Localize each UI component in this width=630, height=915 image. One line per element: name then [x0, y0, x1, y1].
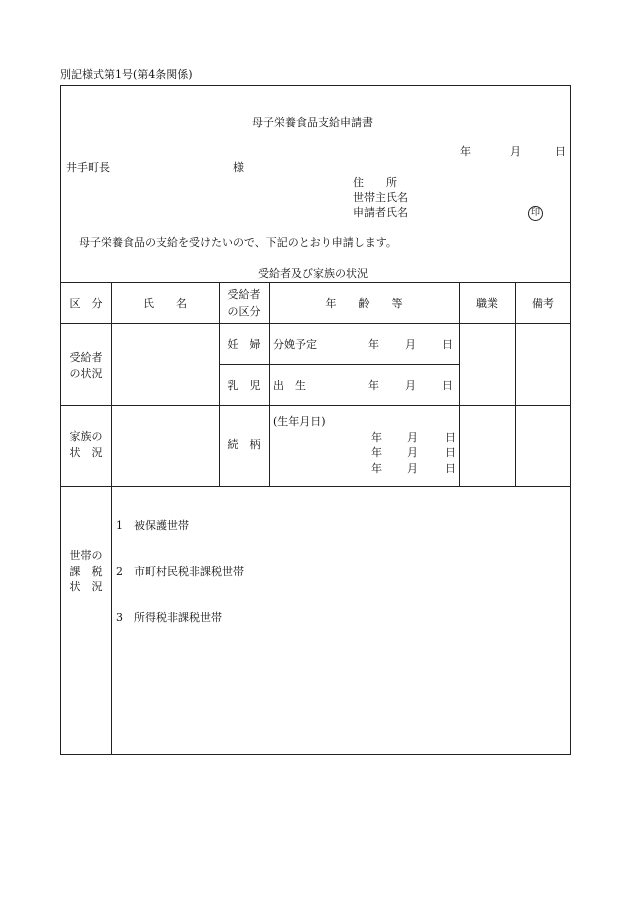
- date-month: 月: [510, 145, 521, 158]
- due-month: 月: [405, 338, 416, 351]
- address-label: 住 所: [353, 176, 397, 189]
- seal-mark: 印: [528, 206, 543, 221]
- family-label-1: 家族の: [69, 430, 103, 443]
- pregnant-label: 妊 婦: [227, 338, 261, 351]
- applicant-name-label: 申請者氏名: [353, 206, 408, 219]
- header-occupation: 職業: [476, 297, 498, 310]
- family-month-1: 月: [407, 431, 418, 444]
- header-remarks: 備考: [532, 297, 554, 310]
- header-age: 年 齢 等: [325, 297, 403, 310]
- birthdate-label: (生年月日): [273, 415, 326, 428]
- addressee-honorific: 様: [233, 161, 244, 174]
- tax-status-label-2: 課 税: [69, 565, 103, 578]
- recipient-bottom-rule: [61, 405, 571, 406]
- application-statement: 母子栄養食品の支給を受けたいので、下記のとおり申請します。: [79, 236, 397, 249]
- tax-status-label-3: 状 況: [69, 580, 103, 593]
- table-top-rule: [61, 282, 571, 283]
- header-category: 区 分: [69, 297, 103, 310]
- birth-label: 出 生: [273, 379, 306, 392]
- family-year-3: 年: [371, 462, 382, 475]
- due-year: 年: [368, 338, 379, 351]
- birth-month: 月: [405, 379, 416, 392]
- date-year: 年: [460, 145, 471, 158]
- due-day: 日: [442, 338, 453, 351]
- family-label-2: 状 況: [69, 446, 103, 459]
- infant-label: 乳 児: [227, 379, 261, 392]
- recipient-label-1: 受給者: [69, 351, 103, 364]
- family-bottom-rule: [61, 486, 571, 487]
- form-title: 母子栄養食品支給申請書: [252, 116, 373, 129]
- household-head-label: 世帯主氏名: [353, 191, 408, 204]
- date-day: 日: [555, 145, 566, 158]
- col-rule-4: [459, 282, 460, 486]
- tax-option-2: 2 市町村民税非課税世帯: [116, 565, 244, 578]
- header-name: 氏 名: [143, 297, 187, 310]
- section-title: 受給者及び家族の状況: [258, 267, 368, 280]
- tax-option-1: 1 被保護世帯: [116, 519, 189, 532]
- header-bottom-rule: [61, 323, 571, 324]
- application-form: [60, 85, 571, 755]
- tax-status-label-1: 世帯の: [69, 549, 103, 562]
- col-rule-1: [111, 282, 112, 755]
- col-rule-5: [515, 282, 516, 486]
- family-year-1: 年: [371, 431, 382, 444]
- family-month-2: 月: [407, 446, 418, 459]
- addressee-name: 井手町長: [66, 161, 110, 174]
- family-day-2: 日: [445, 446, 456, 459]
- tax-option-3: 3 所得税非課税世帯: [116, 611, 222, 624]
- header-recipient-type-2: の区分: [227, 305, 261, 318]
- family-month-3: 月: [407, 462, 418, 475]
- birth-year: 年: [368, 379, 379, 392]
- family-day-1: 日: [445, 431, 456, 444]
- form-number: 別記様式第1号(第4条関係): [60, 68, 193, 81]
- header-recipient-type-1: 受給者: [227, 288, 261, 301]
- recipient-split-rule: [219, 364, 459, 365]
- due-date-label: 分娩予定: [273, 338, 317, 351]
- birth-day: 日: [442, 379, 453, 392]
- col-rule-3: [269, 282, 270, 486]
- family-year-2: 年: [371, 446, 382, 459]
- recipient-label-2: の状況: [69, 367, 103, 380]
- family-day-3: 日: [445, 462, 456, 475]
- relationship-label: 続 柄: [227, 438, 261, 451]
